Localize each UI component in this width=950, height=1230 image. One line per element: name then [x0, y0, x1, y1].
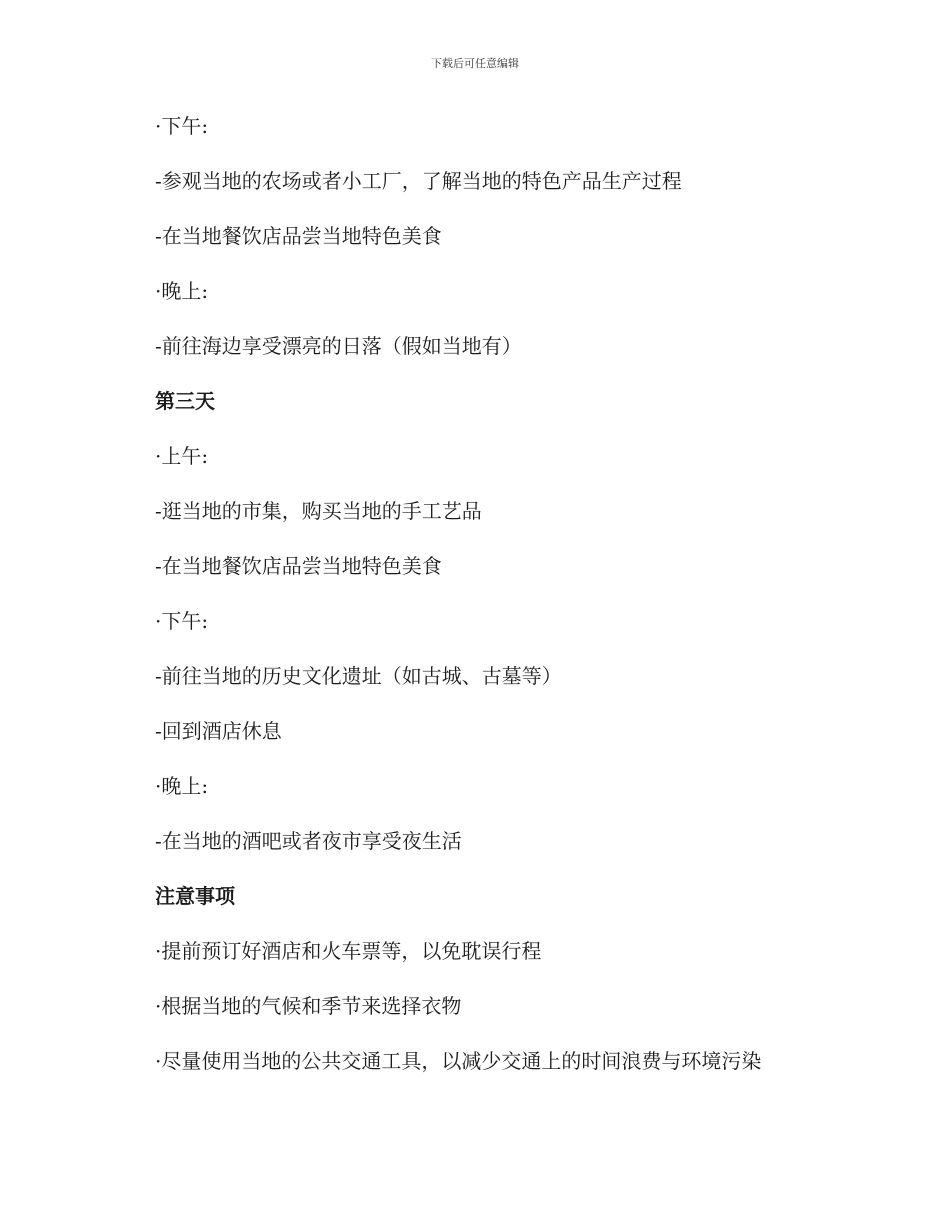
section-label-afternoon: ·下午: — [155, 114, 209, 138]
list-item: -前往海边享受漂亮的日落（假如当地有） — [155, 334, 522, 358]
note-item: ·尽量使用当地的公共交通工具，以减少交通上的时间浪费与环境污染 — [155, 1049, 762, 1073]
section-label-evening: ·晚上: — [155, 279, 209, 303]
list-item: -在当地餐饮店品尝当地特色美食 — [155, 224, 442, 248]
notes-heading: 注意事项 — [155, 884, 235, 908]
list-item: -在当地的酒吧或者夜市享受夜生活 — [155, 829, 462, 853]
list-item: -逛当地的市集，购买当地的手工艺品 — [155, 499, 482, 523]
section-label-evening: ·晚上: — [155, 774, 209, 798]
list-item: -参观当地的农场或者小工厂，了解当地的特色产品生产过程 — [155, 169, 682, 193]
page-header: 下载后可任意编辑 — [431, 57, 519, 70]
list-item: -回到酒店休息 — [155, 719, 282, 743]
note-item: ·提前预订好酒店和火车票等，以免耽误行程 — [155, 939, 542, 963]
document-body — [155, 110, 875, 1100]
section-label-afternoon: ·下午: — [155, 609, 209, 633]
list-item: -在当地餐饮店品尝当地特色美食 — [155, 554, 442, 578]
day-three-heading: 第三天 — [155, 389, 215, 413]
list-item: -前往当地的历史文化遗址（如古城、古墓等） — [155, 664, 562, 688]
note-item: ·根据当地的气候和季节来选择衣物 — [155, 994, 462, 1018]
section-label-morning: ·上午: — [155, 444, 209, 468]
